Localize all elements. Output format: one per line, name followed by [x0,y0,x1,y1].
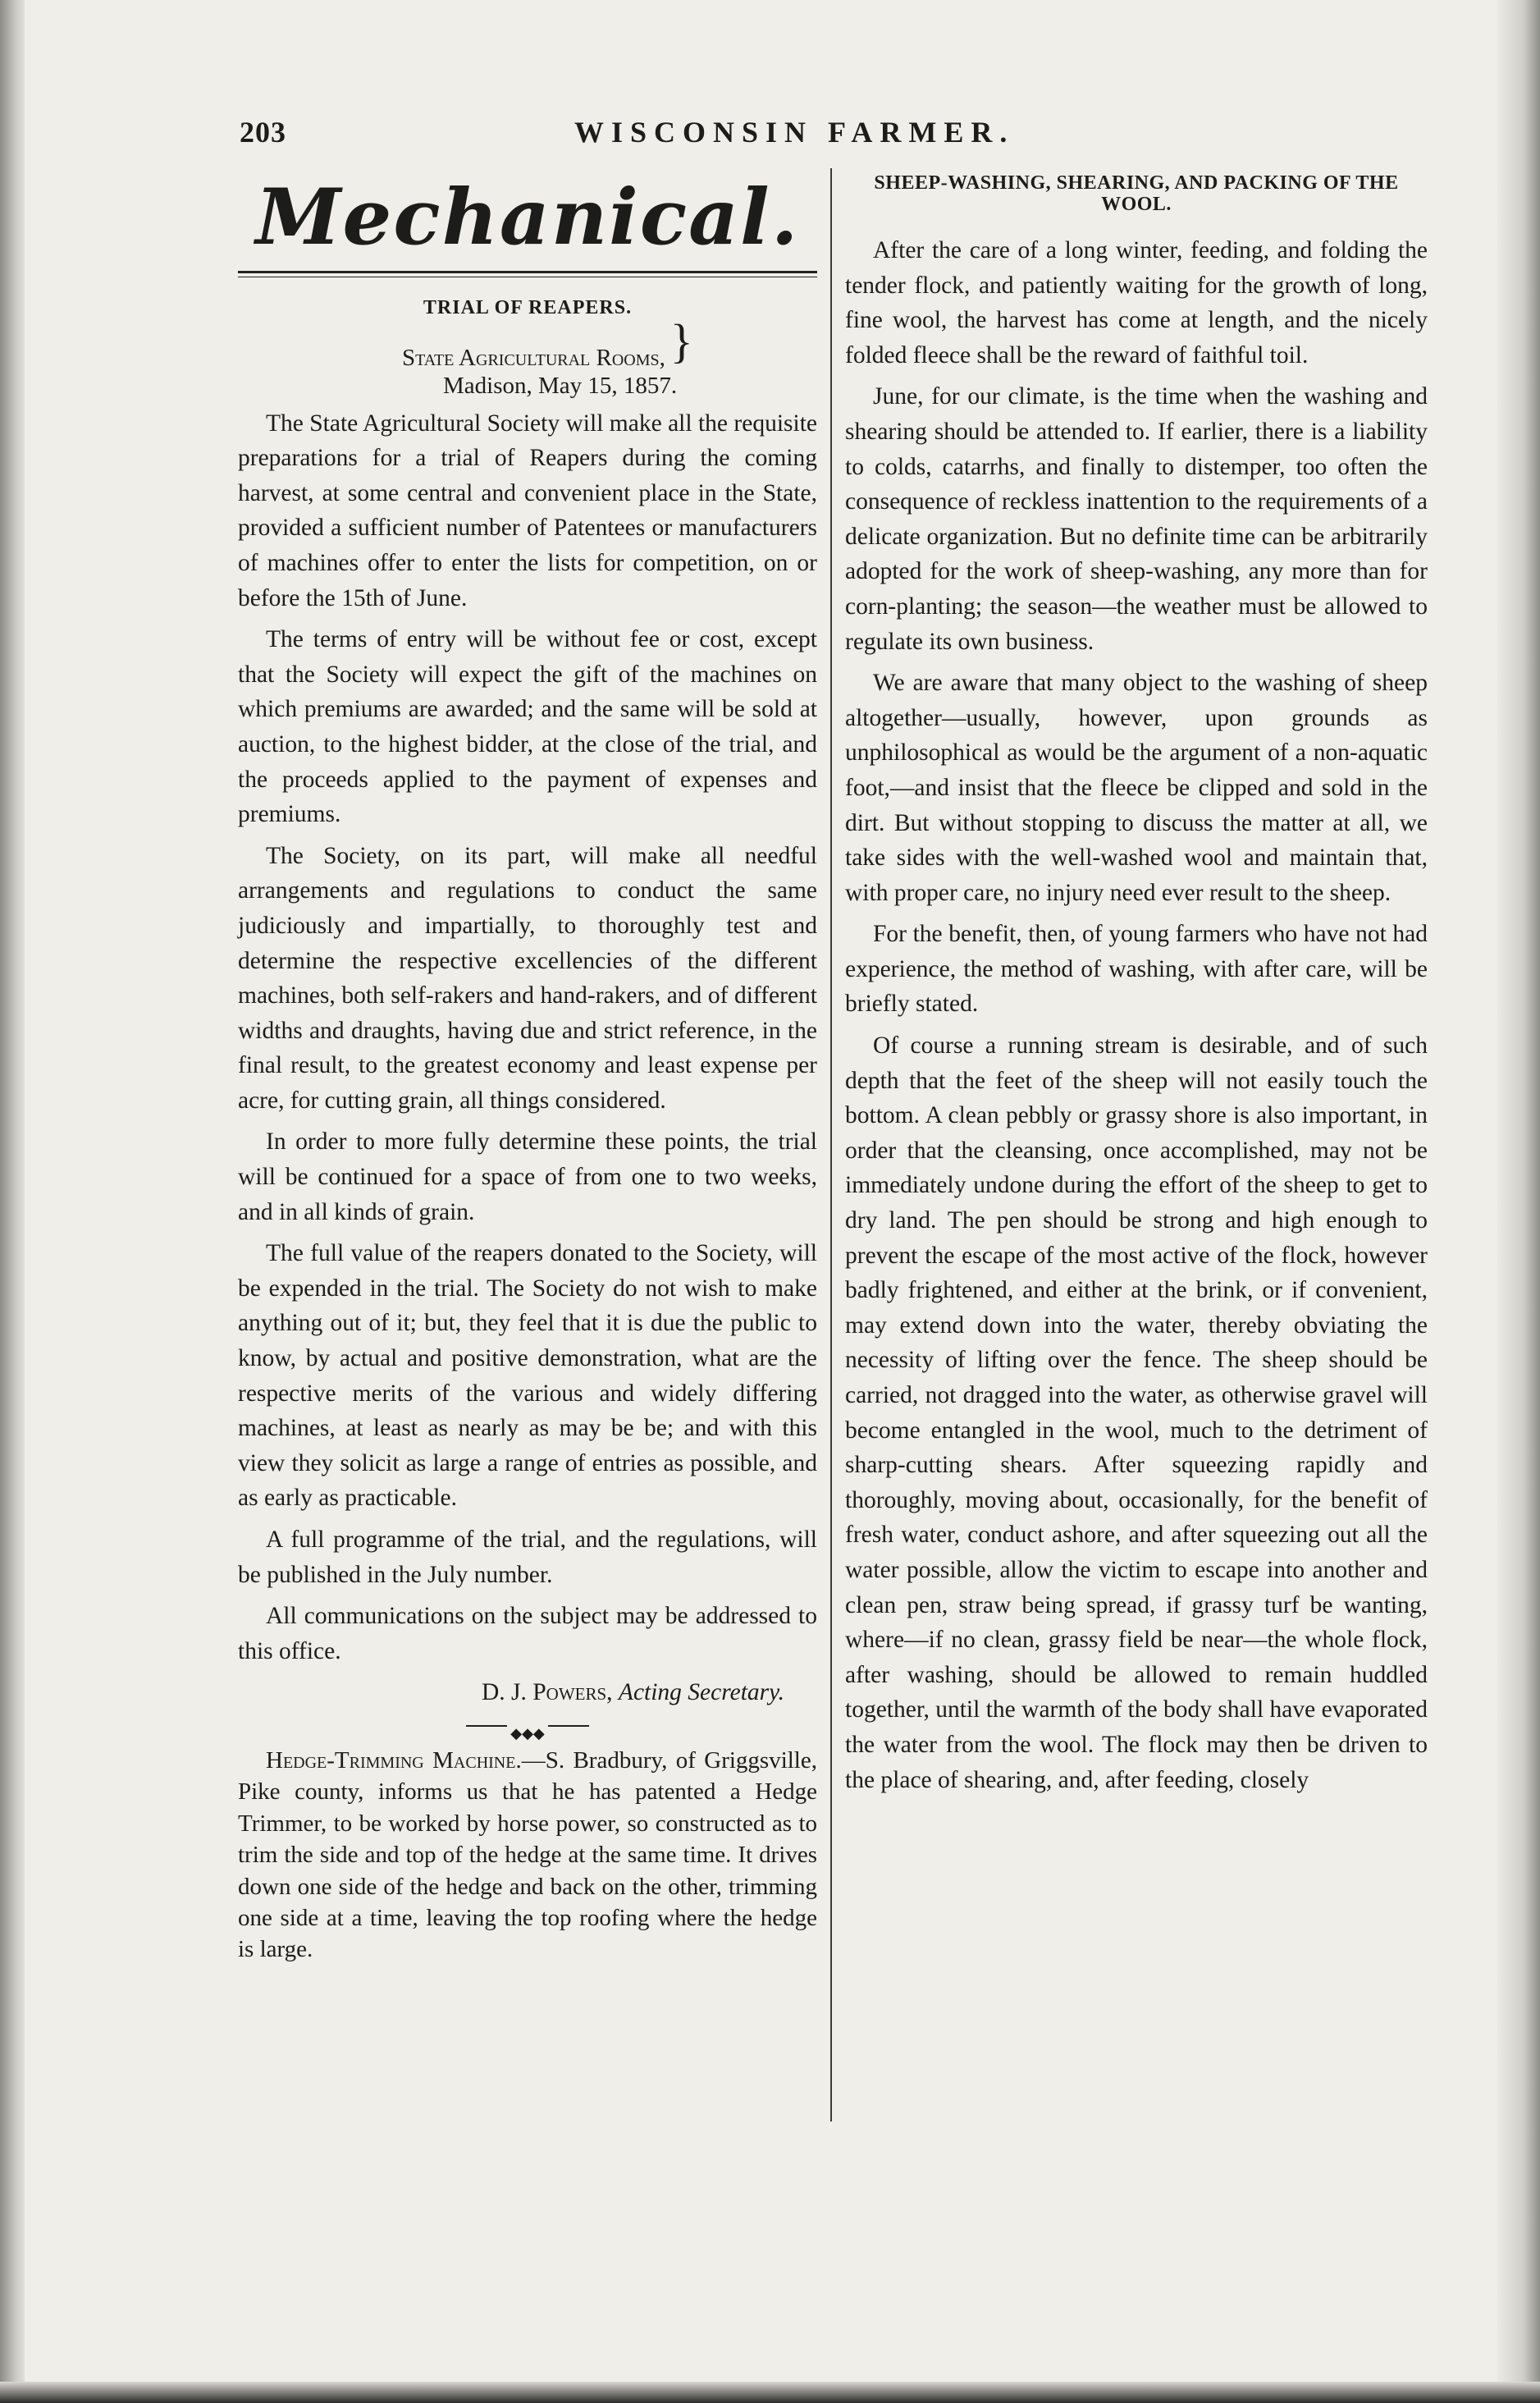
sheep-paragraph: After the care of a long winter, feeding, and folding the tender flock, and patiently waiting for the growth of long, fine wool, the harvest has come at length, and the nicely folded fleece shall be the reward of faithful toil. [845,237,1428,368]
article-title-reapers: TRIAL OF REAPERS. [423,297,633,318]
article-title-sheep-washing: SHEEP-WASHING, SHEARING, AND PACKING OF THE WOOL. [874,172,1399,215]
page-bottom-edge [0,2382,1540,2403]
page-spine-shadow [0,0,28,2403]
page-right-edge [1499,0,1540,2403]
brace-glyph: } [669,314,693,368]
divider-ornament: ◆◆◆ [507,1725,548,1742]
reapers-paragraph: In order to more fully determine these points, the trial will be continued for a space of from one to two weeks, and in all kinds of grain. [238,1128,817,1225]
sheep-paragraph: Of course a running stream is desirable, and of such depth that the feet of the sheep will not easily touch the bottom. A clean pebbly or grassy shore is also important, in order that the cleansing, once accomplished, may not be immediately undone during the effort of the sheep to get to dry land. The pen should be strong and high enough to prevent the escape of the most active of the flock, however badly frightened, and either at the brink, or if convenient, may extend down into the water, thereby obviating the necessity of lifting over the fence. The sheep should be carried, not dragged into the water, as otherwise gravel will become entangled in the wool, much to the detriment of sharp-cutting shears. After squeezing rapidly and thoroughly, moving about, occasionally, for the benefit of fresh water, conduct ashore, and after squeezing out all the water possible, allow the victim to escape into another and clean pen, straw being spread, if grassy turf be wanting, where—if no clean, grassy field be near—the whole flock, after washing, should be allowed to remain huddled together, until the warmth of the body shall have evaporated the water from the wool. The flock may then be driven to the place of shearing, and, after feeding, closely [845,1032,1428,1793]
reapers-paragraph: All communications on the subject may be addressed to this office. [238,1603,817,1664]
section-title: Mechanical. [255,172,800,263]
sheep-paragraph: We are aware that many object to the washing of sheep altogether—usually, however, upon grounds as unphilosophical as would be the argument of a non-aquatic foot,—and insist that the fleece be clipped and sold in the dirt. But without stopping to discuss the matter at all, we take sides with the well-washed wool and maintain that, with proper care, no injury need ever result to the sheep. [845,670,1428,906]
sheep-paragraph: June, for our climate, is the time when the washing and shearing should be attended to. If earlier, there is a liability to colds, catarrhs, and finally to distemper, too often the consequence of reckless inattention to the requirements of a delicate organization. But no definite time can be arbitrarily adopted for the work of sheep-washing, any more than for corn-planting; the season—the weather must be allowed to regulate its own business. [845,383,1428,655]
running-head: WISCONSIN FARMER. [574,116,1015,149]
left-column [238,172,817,1972]
hedge-text: —S. Bradbury, of Griggsville, Pike county, informs us that he has patented a Hedge Trimmer, to be worked by horse power, so constructed as to trim the side and top of the hedge at the same time. It drives down one side of the hedge and back on the other, trimming one side at a time, leaving the top roofing where the hedge is large. [238,1746,817,1963]
section-divider [238,271,817,277]
column-rule [830,168,832,2122]
signature-title: Acting Secretary. [618,1679,784,1706]
reapers-paragraph: The terms of entry will be without fee or cost, except that the Society will expect the gift of the machines on which premiums are awarded; and the same will be sold at auction, to the highest bidder, at the close of the trial, and the proceeds applied to the payment of expenses and premiums. [238,626,817,828]
right-column [845,172,1428,1804]
dateline-place: State Agricultural Rooms, [402,344,665,371]
dateline-date: Madison, May 15, 1857. [443,372,678,399]
article-divider [466,1724,589,1742]
signature-name: D. J. Powers, [481,1679,613,1706]
reapers-paragraph: A full programme of the trial, and the regulations, will be published in the July number. [238,1526,817,1588]
reapers-paragraph: The Society, on its part, will make all needful arrangements and regulations to conduct the same judiciously and impartially, to thoroughly test and determine the respective excellencies of the different machines, both self-rakers and hand-rakers, and of different widths and draughts, having due and strict reference, in the final result, to the greatest economy and least expense per acre, for cutting grain, all things considered. [238,842,817,1114]
reapers-paragraph: The full value of the reapers donated to the Society, will be expended in the trial. The Society do not wish to make anything out of it; but, they feel that it is due the public to know, by actual and positive demonstration, what are the respective merits of the various and widely differing machines, at least as nearly as may be be; and with this view they solicit as large a range of entries as possible, and as early as practicable. [238,1240,817,1512]
dateline [402,314,817,400]
hedge-trimming-item [238,1745,817,1966]
sheep-paragraph: For the benefit, then, of young farmers who have not had experience, the method of washing, with after care, will be briefly stated. [845,921,1428,1018]
signature [238,1675,817,1710]
reapers-paragraph: The State Agricultural Society will make all the requisite preparations for a trial of Reapers during the coming harvest, at some central and convenient place in the State, provided a sufficient number of Patentees or manufacturers of machines offer to enter the lists for competition, on or before the 15th of June. [238,410,817,611]
page-number: 203 [240,116,286,149]
hedge-title: Hedge-Trimming Machine. [266,1746,522,1774]
